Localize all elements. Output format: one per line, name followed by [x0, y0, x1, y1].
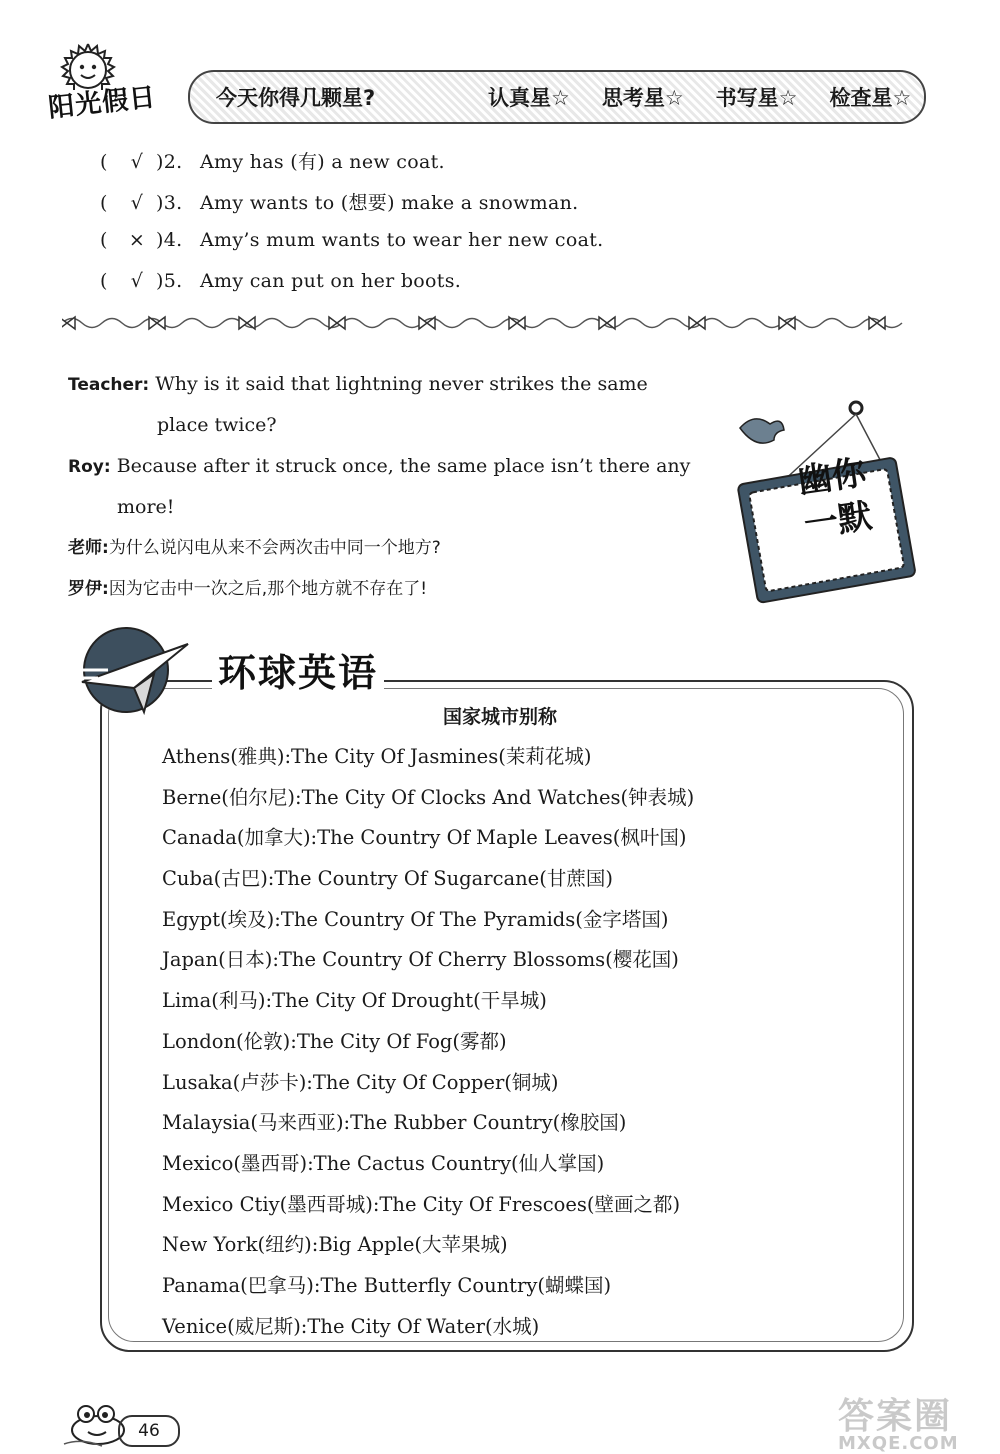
- answer-text: Amy’s mum wants to wear her new coat.: [200, 229, 604, 251]
- answer-row: ( √ )2. Amy has (有) a new coat.: [100, 147, 445, 174]
- list-item: Lima(利马):The City Of Drought(干旱城): [162, 989, 547, 1013]
- answer-mark: √: [130, 270, 144, 292]
- humor-sign-line2: 一默: [801, 496, 875, 546]
- cn-teacher-line: [68, 528, 441, 569]
- cn-roy-line: [68, 569, 427, 610]
- list-item: Canada(加拿大):The Country Of Maple Leaves(枫叶国): [162, 826, 687, 850]
- star-question: 今天你得几颗星?: [216, 86, 376, 110]
- teacher-line: [68, 364, 648, 406]
- answer-text: Amy has (有) a new coat.: [200, 151, 445, 173]
- list-item: Venice(威尼斯):The City Of Water(水城): [162, 1314, 540, 1338]
- list-item: Malaysia(马来西亚):The Rubber Country(橡胶国): [162, 1111, 627, 1135]
- cn-roy-text: 因为它击中一次之后,那个地方就不存在了!: [108, 579, 428, 599]
- watermark-bottom: MXQE.COM: [838, 1433, 959, 1454]
- watermark-top: 答案圈: [838, 1396, 953, 1437]
- roy-line: [68, 446, 690, 488]
- teacher-label: Teacher:: [68, 375, 150, 395]
- answer-mark: ×: [128, 229, 146, 251]
- answer-number: )3.: [156, 192, 183, 214]
- list-item: Japan(日本):The Country Of Cherry Blossoms(樱花国): [162, 948, 679, 972]
- list-item: New York(纽约):Big Apple(大苹果城): [162, 1233, 508, 1257]
- answer-number: )2.: [156, 151, 183, 173]
- answer-row: ( √ )3. Amy wants to (想要) make a snowman.: [100, 188, 578, 215]
- cn-teacher-label: 老师:: [68, 538, 109, 558]
- list-item: London(伦敦):The City Of Fog(雾都): [162, 1029, 507, 1053]
- list-item: Panama(巴拿马):The Butterfly Country(蝴蝶国): [162, 1273, 612, 1297]
- bow-divider: [62, 312, 912, 334]
- star-item-thinking: 思考星☆: [601, 86, 684, 110]
- cn-roy-label: 罗伊:: [68, 579, 109, 599]
- logo-text: 阳光假日: [46, 82, 158, 124]
- list-item: Lusaka(卢莎卡):The City Of Copper(铜城): [162, 1070, 559, 1094]
- list-item: Cuba(古巴):The Country Of Sugarcane(甘蔗国): [162, 867, 613, 891]
- answer-number: )4.: [156, 229, 183, 251]
- star-item-writing: 书写星☆: [715, 86, 798, 110]
- watermark: [838, 1388, 988, 1454]
- roy-line-cont: more!: [117, 496, 175, 518]
- roy-text: Because after it struck once, the same place isn’t there any: [116, 455, 691, 477]
- page-number: 46: [118, 1415, 180, 1447]
- answer-mark: √: [130, 151, 144, 173]
- list-item: Mexico(墨西哥):The Cactus Country(仙人掌国): [162, 1151, 605, 1175]
- list-item: Berne(伯尔尼):The City Of Clocks And Watches(钟表城): [162, 785, 695, 809]
- answer-number: )5.: [156, 270, 183, 292]
- humor-sign-line1: 幽你: [795, 452, 869, 502]
- humor-sign-text: [765, 446, 906, 551]
- global-english-subtitle: 国家城市别称: [442, 706, 557, 728]
- city-nickname-list: [162, 737, 694, 1347]
- list-item: Mexico Ctiy(墨西哥城):The City Of Frescoes(壁画之都): [162, 1192, 681, 1216]
- answer-row: ( × )4. Amy’s mum wants to wear her new coat.: [100, 229, 604, 251]
- list-item: Egypt(埃及):The Country Of The Pyramids(金字塔国): [162, 907, 669, 931]
- global-english-title: 环球英语: [212, 642, 384, 697]
- teacher-line-cont: place twice?: [157, 414, 277, 436]
- list-item: Athens(雅典):The City Of Jasmines(茉莉花城): [162, 745, 592, 768]
- answer-row: ( √ )5. Amy can put on her boots.: [100, 270, 462, 292]
- star-rating-banner: [188, 70, 926, 124]
- star-item-checking: 检查星☆: [829, 86, 912, 110]
- answer-text: Amy can put on her boots.: [200, 270, 462, 292]
- teacher-text: Why is it said that lightning never strikes the same: [155, 373, 648, 395]
- star-item-careful: 认真星☆: [488, 86, 570, 110]
- cn-teacher-text: 为什么说闪电从来不会两次击中同一个地方?: [108, 538, 441, 558]
- answer-mark: √: [130, 192, 144, 214]
- answer-text: Amy wants to (想要) make a snowman.: [200, 192, 579, 214]
- roy-label: Roy:: [68, 457, 111, 477]
